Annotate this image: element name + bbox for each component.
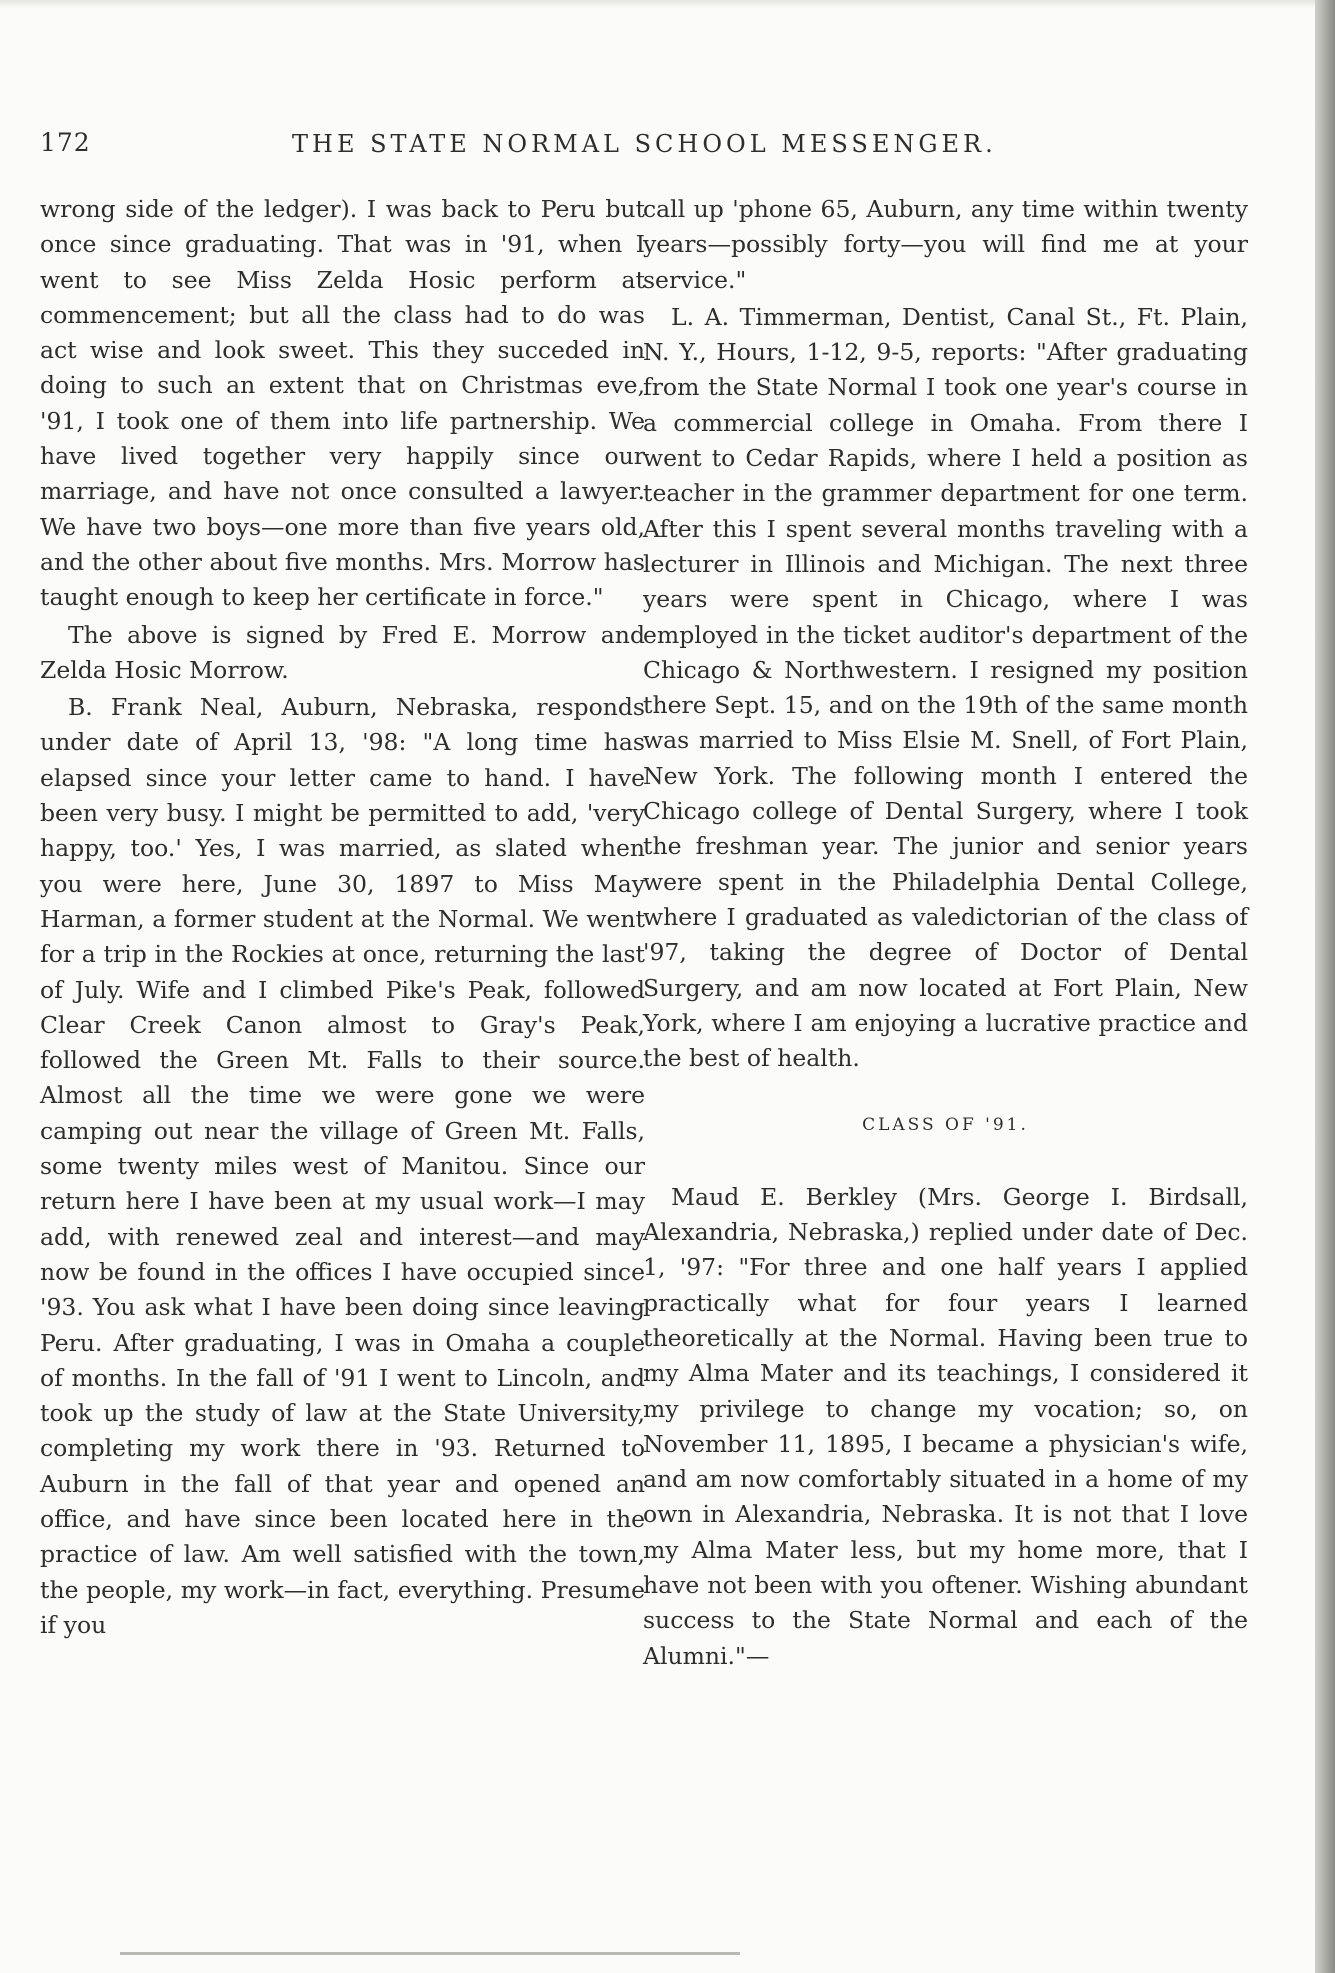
left-paragraph-1: wrong side of the ledger). I was back to Peru but once since graduating. That was in '91, when I went to see Miss Zelda Hosic perform at commencement; but all the class had to do was act wise and look sweet. This they succeded in doing to such an extent that on Christmas eve, '91, I took one of them into life partnership. We have lived together very happily since our marriage, and have not once consulted a lawyer. We have two boys—one more than five years old, and the other about five months. Mrs. Morrow has taught enough to keep her certificate in force.": [40, 195, 645, 612]
left-paragraph-2: The above is signed by Fred E. Morrow and Zelda Hosic Morrow.: [40, 620, 645, 684]
right-paragraph-2: L. A. Timmerman, Dentist, Canal St., Ft. Plain, N. Y., Hours, 1-12, 9-5, reports: "After graduating from the State Normal I took one year's course in a commercial college in Omaha. From there I went to Cedar Rapids, where I held a position as teacher in the grammer department for one term. After this I spent several months traveling with a lecturer in Illinois and Michigan. The next three years were spent in Chicago, where I was employed in the ticket auditor's department of the Chicago & Northwestern. I resigned my position there Sept. 15, and on the 19th of the same month was married to Miss Elsie M. Snell, of Fort Plain, New York. The following month I entered the Chicago college of Dental Surgery, where I took the freshman year. The junior and senior years were spent in the Philadelphia Dental College, where I graduated as valedictorian of the class of '97, taking the degree of Doctor of Dental Surgery, and am now located at Fort Plain, New York, where I am enjoying a lucrative practice and the best of health.: [643, 302, 1248, 1073]
running-title: THE STATE NORMAL SCHOOL MESSENGER.: [292, 130, 997, 158]
left-paragraph-3: B. Frank Neal, Auburn, Nebraska, responds under date of April 13, '98: "A long time has elapsed since your letter came to hand. I have been very busy. I might be permitted to add, 'very happy, too.' Yes, I was married, as slated when you were here, June 30, 1897 to Miss May Harman, a former student at the Normal. We went for a trip in the Rockies at once, returning the last of July. Wife and I climbed Pike's Peak, followed Clear Creek Canon almost to Gray's Peak, followed the Green Mt. Falls to their source. Almost all the time we were gone we were camping out near the village of Green Mt. Falls, some twenty miles west of Manitou. Since our return here I have been at my usual work—I may add, with renewed zeal and interest—and may now be found in the offices I have occupied since '93. You ask what I have been doing since leaving Peru. After graduating, I was in Omaha a couple of months. In the fall of '91 I went to Lincoln, and took up the study of law at the State University, completing my work there in '93. Returned to Auburn in the fall of that year and opened an office, and have since been located here in the practice of law. Am well satisfied with the town, the people, my work—in fact, everything. Presume if you: [40, 693, 645, 1639]
right-paragraph-1: call up 'phone 65, Auburn, any time within twenty years—possibly forty—you will find me at your service.": [643, 195, 1248, 294]
scan-edge-shadow: [1315, 0, 1335, 1973]
left-column: [40, 192, 645, 1643]
page-number: 172: [40, 128, 91, 157]
page-header: [40, 128, 1240, 168]
right-paragraph-3: Maud E. Berkley (Mrs. George I. Birdsall, Alexandria, Nebraska,) replied under date of Dec. 1, '97: "For three and one half years I applied practically what for four years I learned theoretically at the Normal. Having been true to my Alma Mater and its teachings, I considered it my privilege to change my vocation; so, on November 11, 1895, I became a physician's wife, and am now comfortably situated in a home of my own in Alexandria, Nebraska. It is not that I love my Alma Mater less, but my home more, that I have not been with you oftener. Wishing abundant success to the State Normal and each of the Alumni."—: [643, 1182, 1248, 1670]
scan-top-shadow: [0, 0, 1335, 8]
right-column: [643, 192, 1248, 1674]
scan-bottom-line: [120, 1952, 740, 1955]
section-heading: CLASS OF '91.: [862, 1115, 1029, 1136]
